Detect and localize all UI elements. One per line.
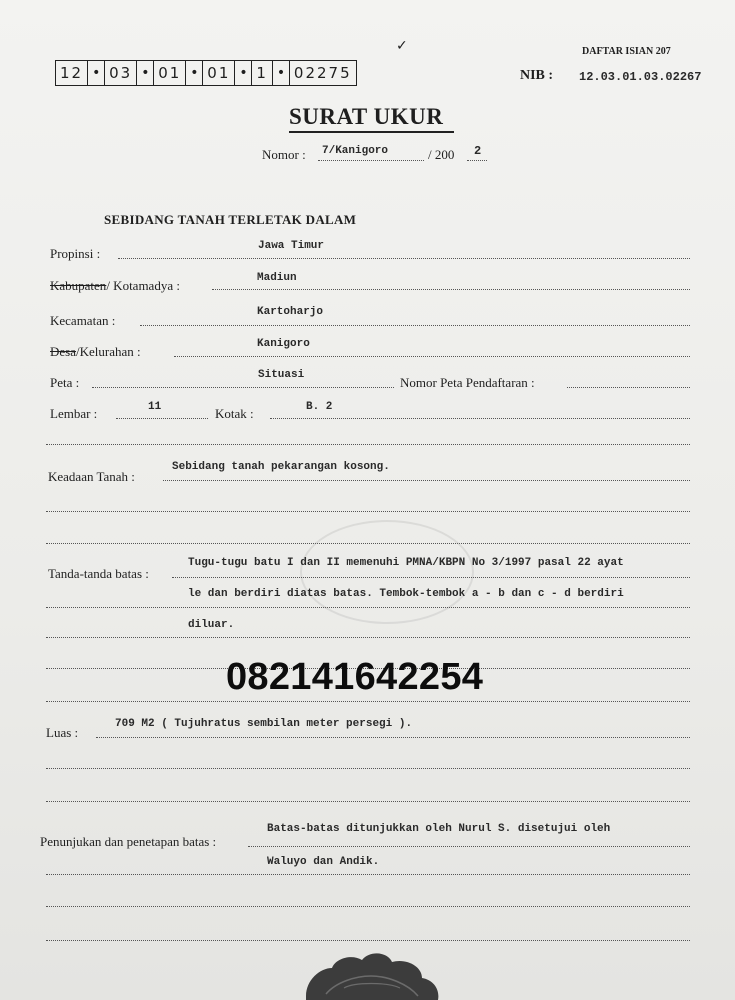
dotted-line <box>118 258 690 259</box>
number-box: 01 <box>154 61 186 85</box>
keadaan-label: Keadaan Tanah : <box>48 469 135 484</box>
penunjukan-label: Penunjukan dan penetapan batas : <box>40 834 217 849</box>
dotted-line <box>174 356 690 357</box>
kecamatan-value: Kartoharjo <box>257 306 324 318</box>
page-title: SURAT UKUR <box>289 104 444 129</box>
dotted-line <box>46 906 690 907</box>
dotted-line <box>140 325 690 326</box>
kabupaten-value: Madiun <box>257 272 297 284</box>
nib-label: NIB : <box>520 68 554 83</box>
number-box: 12 <box>56 61 88 85</box>
batas-line-3: diluar. <box>188 619 235 631</box>
check-mark-icon: ✓ <box>396 38 408 54</box>
kelurahan-struck: Desa <box>50 344 76 359</box>
number-box: 03 <box>105 61 137 85</box>
nib-value: 12.03.01.03.02267 <box>579 70 702 84</box>
document-number-boxes <box>55 60 357 86</box>
kabupaten-rest: / Kotamadya : <box>106 278 180 293</box>
kotak-label: Kotak : <box>215 406 254 421</box>
kelurahan-label <box>50 344 141 360</box>
dotted-line <box>46 607 690 608</box>
nomor-label: Nomor : <box>262 147 306 162</box>
dotted-line <box>46 444 690 445</box>
number-box: 1 <box>252 61 273 85</box>
official-seal-icon <box>296 946 446 1000</box>
kelurahan-value: Kanigoro <box>257 338 310 350</box>
box-separator: • <box>235 61 252 85</box>
dotted-line <box>46 768 690 769</box>
kelurahan-rest: /Kelurahan : <box>76 344 141 359</box>
dotted-line <box>46 511 690 512</box>
luas-value: 709 M2 ( Tujuhratus sembilan meter persegi ). <box>115 718 413 730</box>
lembar-label: Lembar : <box>50 406 98 421</box>
number-box: 01 <box>203 61 235 85</box>
kabupaten-label <box>50 278 180 294</box>
dotted-line <box>46 637 690 638</box>
title-underline <box>289 131 454 133</box>
dotted-line <box>467 160 487 161</box>
dotted-line <box>46 874 690 875</box>
dotted-line <box>212 289 690 290</box>
dotted-line <box>318 160 424 161</box>
dotted-line <box>96 737 690 738</box>
lembar-value: 11 <box>148 401 162 413</box>
luas-label: Luas : <box>46 725 79 740</box>
dotted-line <box>567 387 690 388</box>
dotted-line <box>248 846 690 847</box>
box-separator: • <box>273 61 290 85</box>
peta-label: Peta : <box>50 375 80 390</box>
kecamatan-label: Kecamatan : <box>50 313 116 328</box>
dotted-line <box>46 801 690 802</box>
form-code: DAFTAR ISIAN 207 <box>582 46 671 57</box>
phone-number-overlay: 082141642254 <box>226 656 484 698</box>
nomor-peta-label: Nomor Peta Pendaftaran : <box>400 375 535 390</box>
batas-label: Tanda-tanda batas : <box>48 566 149 581</box>
dotted-line <box>270 418 690 419</box>
box-separator: • <box>137 61 154 85</box>
section-heading: SEBIDANG TANAH TERLETAK DALAM <box>104 212 357 227</box>
dotted-line <box>46 701 690 702</box>
box-separator: • <box>186 61 203 85</box>
keadaan-value: Sebidang tanah pekarangan kosong. <box>172 461 390 473</box>
dotted-line <box>172 577 690 578</box>
dotted-line <box>116 418 208 419</box>
batas-line-1: Tugu-tugu batu I dan II memenuhi PMNA/KBPN No 3/1997 pasal 22 ayat <box>188 557 624 569</box>
box-separator: • <box>88 61 105 85</box>
dotted-line <box>92 387 394 388</box>
penunjukan-line-2: Waluyo dan Andik. <box>267 856 380 868</box>
nomor-year-label: / 200 <box>428 147 455 162</box>
propinsi-value: Jawa Timur <box>258 240 325 252</box>
dotted-line <box>163 480 690 481</box>
peta-value: Situasi <box>258 369 305 381</box>
propinsi-label: Propinsi : <box>50 246 101 261</box>
nomor-year-value: 2 <box>474 144 482 158</box>
kotak-value: B. 2 <box>306 401 333 413</box>
kabupaten-struck: Kabupaten <box>50 278 107 293</box>
penunjukan-line-1: Batas-batas ditunjukkan oleh Nurul S. disetujui oleh <box>267 823 611 835</box>
faint-stamp-mark <box>300 520 474 624</box>
dotted-line <box>46 940 690 941</box>
nomor-value: 7/Kanigoro <box>322 145 389 157</box>
number-box: 02275 <box>293 64 352 82</box>
batas-line-2: le dan berdiri diatas batas. Tembok-tembok a - b dan c - d berdiri <box>188 588 624 600</box>
